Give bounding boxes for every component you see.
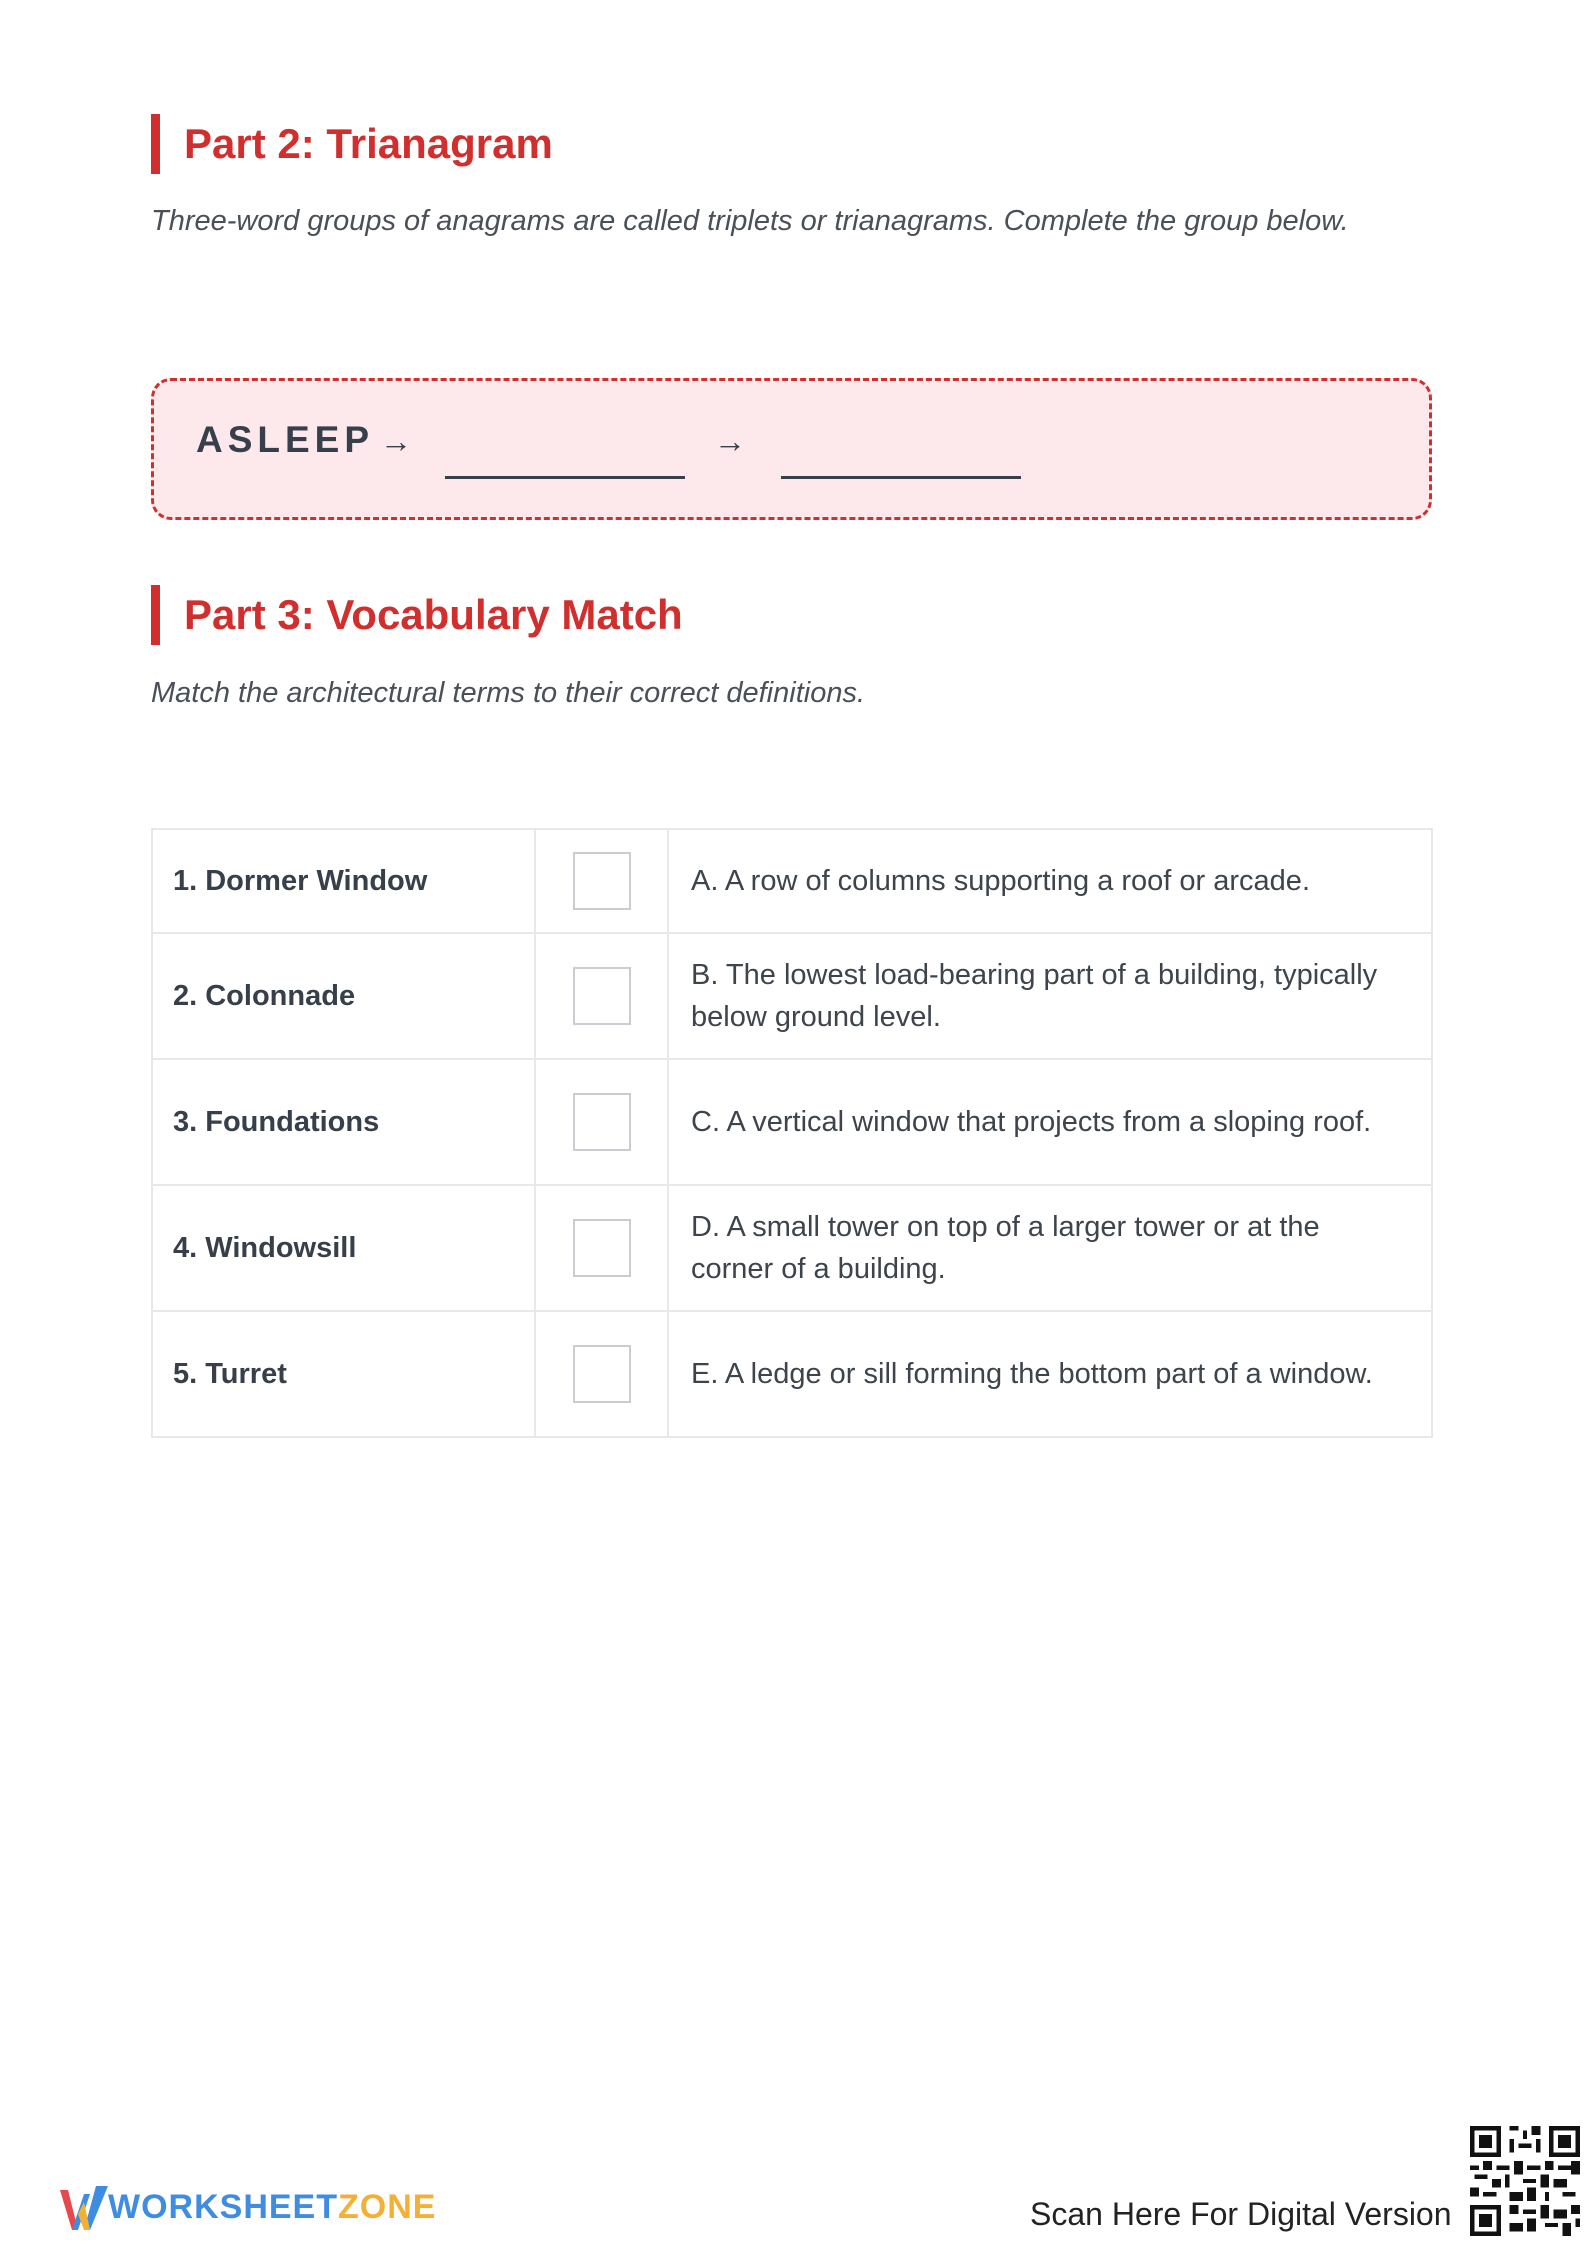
answer-cell <box>535 829 668 933</box>
definition-cell: B. The lowest load-bearing part of a building, typically below ground level. <box>668 933 1432 1059</box>
vocabulary-match-table <box>151 828 1433 1438</box>
definition-cell: D. A small tower on top of a larger tower or at the corner of a building. <box>668 1185 1432 1311</box>
part3-instruction: Match the architectural terms to their correct definitions. <box>151 677 866 709</box>
term-cell: 5. Turret <box>152 1311 535 1437</box>
table-row <box>152 1311 1432 1437</box>
qr-code-icon[interactable] <box>1470 2126 1580 2236</box>
part2-heading: Part 2: Trianagram <box>151 114 553 174</box>
part3-heading: Part 3: Vocabulary Match <box>151 585 683 645</box>
arrow-icon-2: → <box>714 423 746 459</box>
table-row <box>152 1059 1432 1185</box>
answer-cell <box>535 1059 668 1185</box>
anagram-word: ASLEEP <box>196 419 375 460</box>
brand-name <box>108 2188 436 2227</box>
answer-box[interactable] <box>573 852 631 910</box>
table-row <box>152 933 1432 1059</box>
answer-cell <box>535 1185 668 1311</box>
arrow-icon-1: → <box>380 423 412 459</box>
definition-cell: C. A vertical window that projects from a sloping roof. <box>668 1059 1432 1185</box>
term-cell: 3. Foundations <box>152 1059 535 1185</box>
brand-part2: ZONE <box>338 2188 437 2226</box>
answer-box[interactable] <box>573 1345 631 1403</box>
answer-box[interactable] <box>573 967 631 1025</box>
answer-box[interactable] <box>573 1093 631 1151</box>
table-row <box>152 1185 1432 1311</box>
definition-cell: E. A ledge or sill forming the bottom part of a window. <box>668 1311 1432 1437</box>
scan-text: Scan Here For Digital Version <box>1030 2196 1452 2232</box>
trianagram-box <box>151 378 1432 520</box>
term-cell: 1. Dormer Window <box>152 829 535 933</box>
answer-cell <box>535 933 668 1059</box>
term-cell: 4. Windowsill <box>152 1185 535 1311</box>
table-row <box>152 829 1432 933</box>
brand-part1: WORKSHEET <box>108 2188 338 2226</box>
definition-cell: A. A row of columns supporting a roof or arcade. <box>668 829 1432 933</box>
answer-box[interactable] <box>573 1219 631 1277</box>
term-cell: 2. Colonnade <box>152 933 535 1059</box>
part2-instruction: Three-word groups of anagrams are called triplets or trianagrams. Complete the group below. <box>151 205 1349 237</box>
answer-blank-2[interactable] <box>781 476 1021 479</box>
answer-blank-1[interactable] <box>445 476 685 479</box>
worksheetzone-logo-icon <box>58 2180 110 2236</box>
answer-cell <box>535 1311 668 1437</box>
